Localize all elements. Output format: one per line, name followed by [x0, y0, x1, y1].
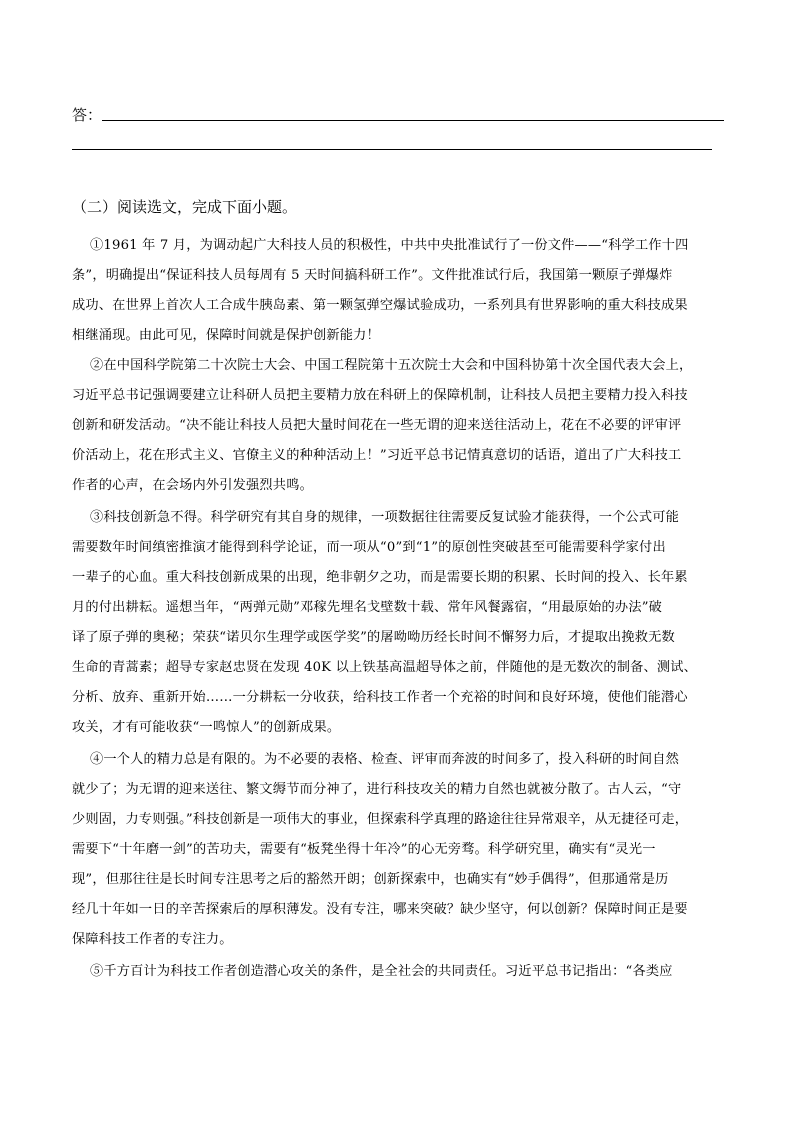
passage-line: 攻关，才有可能收获“一鸣惊人”的创新成果。: [72, 720, 341, 735]
passage-line: ④一个人的精力总是有限的。为不必要的表格、检查、评审而奔波的时间多了，投入科研的时间自然: [90, 752, 680, 767]
passage-line: 创新和研发活动。“决不能让科技人员把大量时间花在一些无谓的迎来送往活动上，花在不必要的评审评: [72, 418, 682, 433]
passage-line: ⑤千方百计为科技工作者创造潜心攻关的条件，是全社会的共同责任。习近平总书记指出：“各类应: [90, 964, 673, 979]
answer-row: [72, 104, 724, 124]
passage-line: 作者的心声，在会场内外引发强烈共鸣。: [72, 478, 313, 493]
passage-line: 少则固，力专则强。”科技创新是一项伟大的事业，但探索科学真理的路途往往异常艰辛，从无捷径可走，: [72, 812, 689, 827]
passage-line: 相继涌现。由此可见，保障时间就是保护创新能力！: [72, 328, 380, 343]
answer-line-1[interactable]: [102, 120, 724, 121]
passage-line: 月的付出耕耘。遥想当年，“两弹元勋”邓稼先埋名戈壁数十载、常年风餐露宿，“用最原始的办法”破: [72, 600, 663, 615]
passage-line: ②在中国科学院第二十次院士大会、中国工程院第十五次院士大会和中国科协第十次全国代表大会上，: [90, 358, 693, 373]
passage-line: 经几十年如一日的辛苦探索后的厚积薄发。没有专注，哪来突破？缺少坚守，何以创新？保障时间正是要: [72, 902, 688, 917]
passage-line: ①1961 年 7 月，为调动起广大科技人员的积极性，中共中央批准试行了一份文件——“科学工作十四: [90, 238, 689, 253]
passage-line: 保障科技工作者的专注力。: [72, 932, 233, 947]
answer-line-2[interactable]: [72, 149, 712, 150]
passage-line: 成功、在世界上首次人工合成牛胰岛素、第一颗氢弹空爆试验成功，一系列具有世界影响的重大科技成果: [72, 298, 688, 313]
passage-line: 需要下“十年磨一剑”的苦功夫，需要有“板凳坐得十年冷”的心无旁骛。科学研究里，确实有“灵光一: [72, 842, 656, 857]
passage-line: 就少了；为无谓的迎来送往、繁文缛节而分神了，进行科技攻关的精力自然也就被分散了。古人云，“守: [72, 782, 682, 797]
answer-label: 答：: [72, 106, 103, 124]
passage-line: ③科技创新急不得。科学研究有其自身的规律，一项数据往往需要反复试验才能获得，一个公式可能: [90, 510, 680, 525]
passage-line: 价活动上，花在形式主义、官僚主义的种种活动上！”习近平总书记情真意切的话语，道出了广大科技工: [72, 448, 682, 463]
passage-line: 需要数年时间缜密推演才能得到科学论证，而一项从“0”到“1”的原创性突破甚至可能需要科学家付出: [72, 540, 666, 555]
passage-line: 生命的青蒿素；超导专家赵忠贤在发现 40K 以上铁基高温超导体之前，伴随他的是无数次的制备、测试、: [72, 660, 698, 675]
passage-line: 条”，明确提出“保证科技人员每周有 5 天时间搞科研工作”。文件批准试行后，我国第一颗原子弹爆炸: [72, 268, 673, 283]
passage-line: 译了原子弹的奥秘；荣获“诺贝尔生理学或医学奖”的屠呦呦历经长时间不懈努力后，才提取出挽救无数: [72, 630, 675, 645]
passage-line: 现”，但那往往是长时间专注思考之后的豁然开朗；创新探索中，也确实有“妙手偶得”，但那通常是历: [72, 872, 669, 887]
passage-line: 一辈子的心血。重大科技创新成果的出现，绝非朝夕之功，而是需要长期的积累、长时间的投入、长年累: [72, 570, 688, 585]
section-title: （二）阅读选文，完成下面小题。: [72, 198, 298, 216]
passage-line: 习近平总书记强调要建立让科研人员把主要精力放在科研上的保障机制，让科技人员把主要精力投入科技: [72, 388, 688, 403]
passage-line: 分析、放弃、重新开始……一分耕耘一分收获，给科技工作者一个充裕的时间和良好环境，使他们能潜心: [72, 690, 688, 705]
